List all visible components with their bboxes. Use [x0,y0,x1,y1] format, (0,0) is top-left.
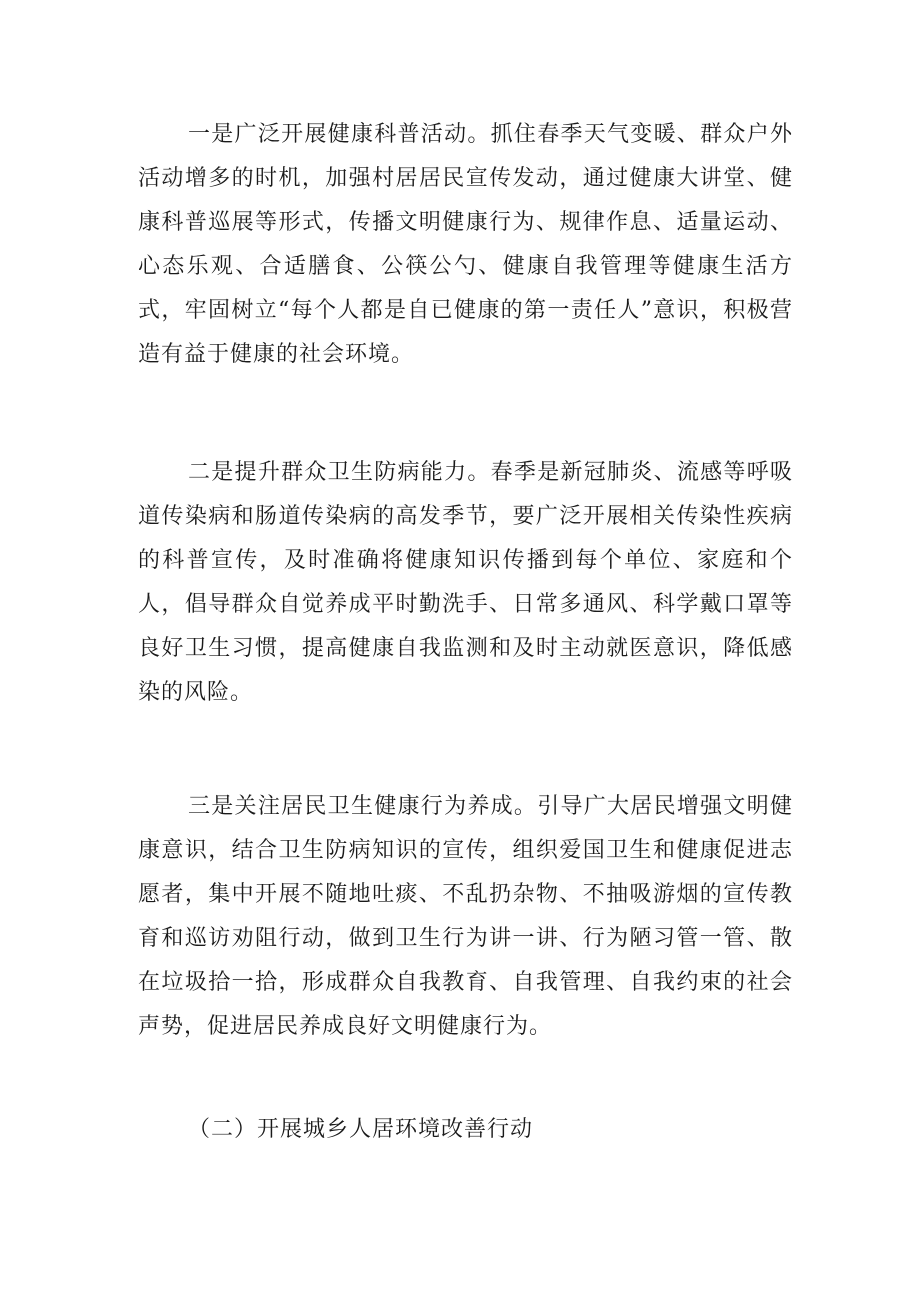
section-heading: （二）开展城乡人居环境改善行动 [188,1117,534,1142]
paragraph-disease-prevention: 二是提升群众卫生防病能力。春季是新冠肺炎、流感等呼吸道传染病和肠道传染病的高发季节，要广泛开展相关传染性疾病的科普宣传，及时准确将健康知识传播到每个单位、家庭和个人，倡导群众自觉养成平时勤洗手、日常多通风、科学戴口罩等良好卫生习惯，提高健康自我监测和及时主动就医意识，降低感染的风险。 [138,460,793,705]
paragraph-health-education: 一是广泛开展健康科普活动。抓住春季天气变暖、群众户外活动增多的时机，加强村居居民宣传发动，通过健康大讲堂、健康科普巡展等形式，传播文明健康行为、规律作息、适量运动、心态乐观、合适膳食、公筷公勺、健康自我管理等健康生活方式，牢固树立“每个人都是自已健康的第一责任人”意识，积极营造有益于健康的社会环境。 [138,122,793,367]
paragraph-health-behavior: 三是关注居民卫生健康行为养成。引导广大居民增强文明健康意识，结合卫生防病知识的宣传，组织爱国卫生和健康促进志愿者，集中开展不随地吐痰、不乱扔杂物、不抽吸游烟的宣传教育和巡访劝阻行动，做到卫生行为讲一讲、行为陋习管一管、散在垃圾拾一拾，形成群众自我教育、自我管理、自我约束的社会声势，促进居民养成良好文明健康行为。 [138,794,793,1039]
